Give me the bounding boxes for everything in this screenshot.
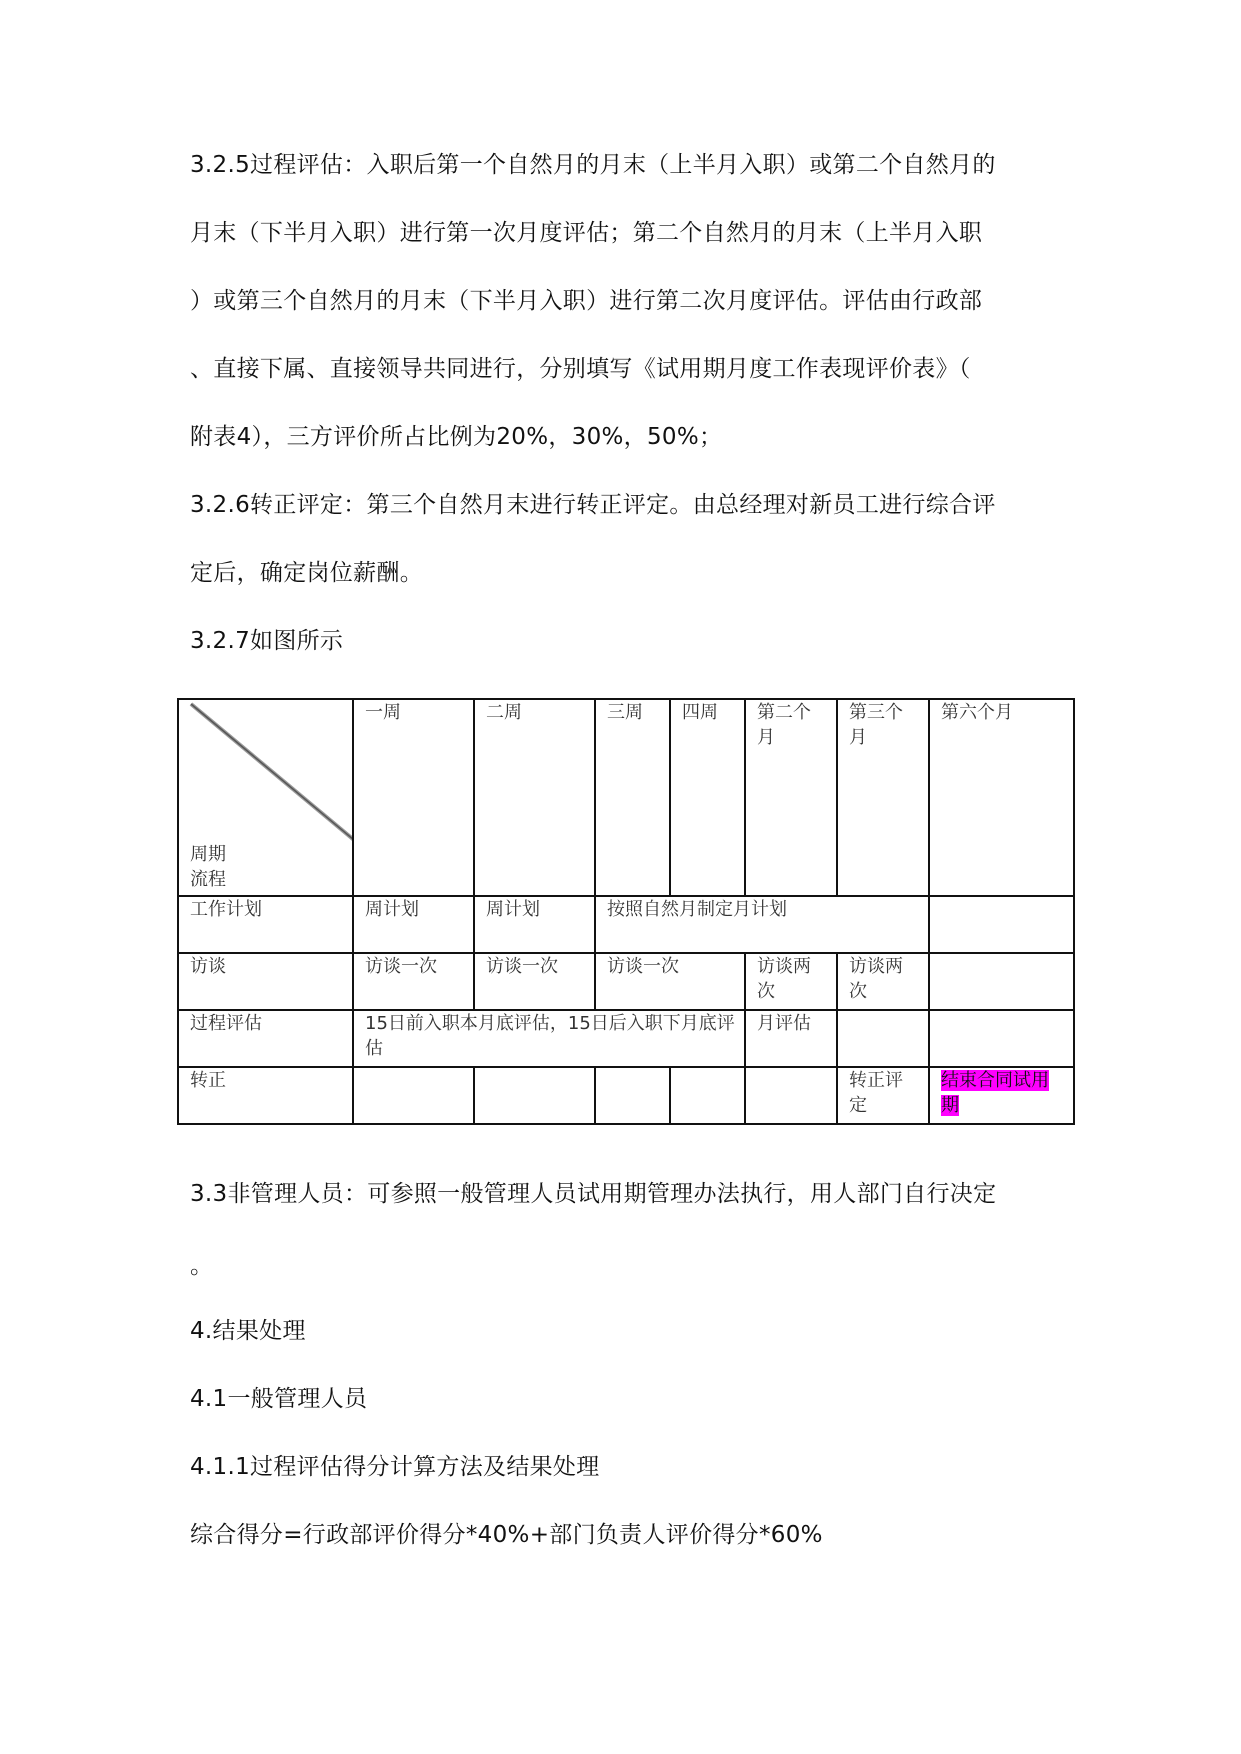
header-month-6: 第六个月: [929, 699, 1074, 896]
cell-process-eval-month-2: 月评估: [745, 1010, 837, 1067]
cell-interview-week-1: 访谈一次: [353, 953, 474, 1010]
heading-4-1-1-process-eval-scoring: 4.1.1过程评估得分计算方法及结果处理: [190, 1454, 600, 1480]
cell-process-eval-weeks: 15日前入职本月底评估，15日后入职下月底评估: [353, 1010, 745, 1067]
cell-regularization-month-6: [929, 1067, 1074, 1124]
header-month-3: 第三个月: [837, 699, 929, 896]
cell-work-plan-week-2: 周计划: [474, 896, 595, 953]
cell-work-plan-monthly: 按照自然月制定月计划: [595, 896, 929, 953]
cell-work-plan-month-6: [929, 896, 1074, 953]
probation-process-table: [177, 698, 1075, 1125]
header-week-3: 三周: [595, 699, 670, 896]
cell-regularization-week-1: [353, 1067, 474, 1124]
paragraph-3-2-5-line-4: 、直接下属、直接领导共同进行，分别填写《试用期月度工作表现评价表》（: [190, 356, 971, 382]
paragraph-3-2-5-line-5: 附表4），三方评价所占比例为20%，30%，50%；: [190, 424, 723, 450]
header-month-2: 第二个月: [745, 699, 837, 896]
paragraph-3-3-line-2: 。: [190, 1253, 214, 1279]
paragraph-3-2-5-line-3: ）或第三个自然月的月末（下半月入职）进行第二次月度评估。评估由行政部: [190, 288, 983, 314]
corner-label-process: 流程: [190, 869, 226, 890]
table-row-process-eval: [178, 1010, 1074, 1067]
corner-label-period: 周期: [190, 844, 226, 865]
corner-labels: [190, 842, 226, 892]
cell-regularization-week-3: [595, 1067, 670, 1124]
paragraph-composite-score-formula: 综合得分=行政部评价得分*40%+部门负责人评价得分*60%: [190, 1522, 823, 1548]
row-label-work-plan: 工作计划: [178, 896, 353, 953]
corner-cell: [178, 699, 353, 896]
table-header-row: [178, 699, 1074, 896]
cell-process-eval-month-3: [837, 1010, 929, 1067]
cell-regularization-month-3: 转正评定: [837, 1067, 929, 1124]
cell-regularization-week-2: [474, 1067, 595, 1124]
cell-interview-month-3: 访谈两次: [837, 953, 929, 1010]
row-label-process-eval: 过程评估: [178, 1010, 353, 1067]
cell-regularization-week-4: [670, 1067, 745, 1124]
row-label-regularization: 转正: [178, 1067, 353, 1124]
cell-process-eval-month-6: [929, 1010, 1074, 1067]
cell-regularization-month-2: [745, 1067, 837, 1124]
table-row-interview: [178, 953, 1074, 1010]
row-label-interview: 访谈: [178, 953, 353, 1010]
cell-interview-month-2: 访谈两次: [745, 953, 837, 1010]
cell-interview-week-2: 访谈一次: [474, 953, 595, 1010]
cell-work-plan-week-1: 周计划: [353, 896, 474, 953]
header-week-2: 二周: [474, 699, 595, 896]
table-row-work-plan: [178, 896, 1074, 953]
highlighted-end-probation-text: 结束合同试用期: [941, 1070, 1049, 1116]
paragraph-3-2-6-line-1: 3.2.6转正评定：第三个自然月末进行转正评定。由总经理对新员工进行综合评: [190, 492, 996, 518]
paragraph-3-3-line-1: 3.3非管理人员：可参照一般管理人员试用期管理办法执行，用人部门自行决定: [190, 1181, 997, 1207]
table-row-regularization: [178, 1067, 1074, 1124]
header-week-4: 四周: [670, 699, 745, 896]
heading-4-result-handling: 4.结果处理: [190, 1318, 306, 1344]
paragraph-3-2-5-line-1: 3.2.5过程评估：入职后第一个自然月的月末（上半月入职）或第二个自然月的: [190, 152, 996, 178]
paragraph-3-2-6-line-2: 定后，确定岗位薪酬。: [190, 560, 423, 586]
cell-interview-week-3-4: 访谈一次: [595, 953, 745, 1010]
heading-4-1-general-managers: 4.1一般管理人员: [190, 1386, 368, 1412]
paragraph-3-2-7: 3.2.7如图所示: [190, 628, 344, 654]
cell-interview-month-6: [929, 953, 1074, 1010]
paragraph-3-2-5-line-2: 月末（下半月入职）进行第一次月度评估；第二个自然月的月末（上半月入职: [190, 220, 983, 246]
header-week-1: 一周: [353, 699, 474, 896]
